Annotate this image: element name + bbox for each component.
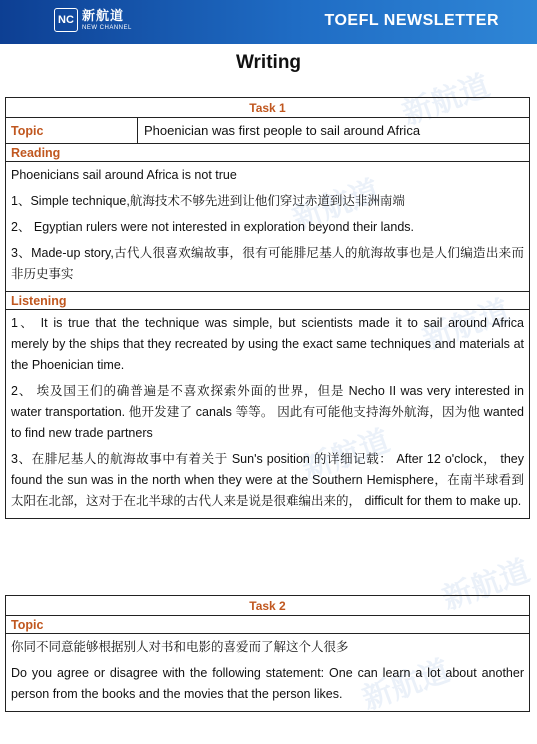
task2-topic-chinese: 你同不同意能够根据别人对书和电影的喜爱而了解这个人很多 [11,640,349,654]
reading-paragraph: Phoenicians sail around Africa is not true [11,168,237,182]
newsletter-title: TOEFL NEWSLETTER [324,12,499,29]
reading-label: Reading [6,144,529,162]
listening-paragraph: 1、 It is true that the technique was simple, but scientists made it to sail around Africa merely by the ships that they recreated by using the exact same techniques and materials at the Phoenician time. [11,316,524,372]
brand-logo [54,8,132,32]
watermark-logo: 新航道 [397,68,495,133]
reading-paragraph: 3、Made-up story,古代人很喜欢编故事，很有可能腓尼基人的航海故事也是人们编造出来而非历史事实 [11,246,524,281]
watermark-logo: 新航道 [417,293,515,358]
reading-paragraph: 2、 Egyptian rulers were not interested in exploration beyond their lands. [11,220,415,234]
task1-heading: Task 1 [6,98,529,118]
watermark-logo: 新航道 [357,653,455,718]
task2-topic-section [6,634,529,711]
task1-topic: Phoenician was first people to sail around Africa [144,123,421,138]
listening-section [6,310,529,518]
newsletter-header [0,0,537,44]
task2-table [5,595,530,712]
task1-topic-row [6,118,529,144]
listening-paragraph: 3、在腓尼基人的航海故事中有着关于 Sun's position 的详细记载： After 12 o'clock， they found the sun was in the north when they were at the Southern Hemisphere，在南半球看到太阳在北部，这对于在北半球的古代人来是说是很难编出来的， difficult for them to make up. [11,452,524,508]
watermark-logo: 新航道 [437,553,535,618]
listening-label: Listening [6,292,529,310]
watermark-logo: 新航道 [297,423,395,488]
reading-section [6,162,529,292]
logo-english-name: NEW CHANNEL [82,24,132,31]
logo-chinese-name: 新航道 [82,8,125,24]
watermark-logo: 新航道 [287,173,385,238]
task1-topic-label: Topic [6,118,138,143]
listening-paragraph: 2、 埃及国王们的确普遍是不喜欢探索外面的世界，但是 Necho II was very interested in water transportation. 他开发建了 canals 等等。 因此有可能他支持海外航海，因为他 wanted to find new trade partners [11,384,524,440]
task2-topic-label: Topic [6,616,529,634]
task2-topic-english: Do you agree or disagree with the following statement: One can learn a lot about another person from the books and the movies that the person likes. [11,666,524,701]
reading-paragraph: 1、Simple technique,航海技术不够先进到让他们穿过赤道到达非洲南端 [11,194,405,208]
page-title: Writing [235,52,302,73]
task2-heading: Task 2 [6,596,529,616]
task1-table [5,97,530,519]
nc-logo-icon: NC [54,8,78,32]
